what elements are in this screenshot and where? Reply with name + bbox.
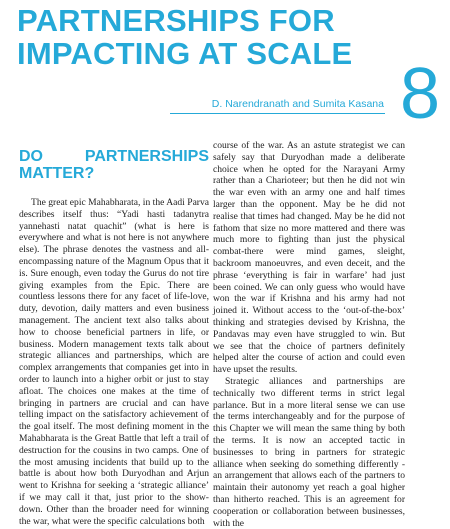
left-column	[19, 148, 209, 527]
body-paragraph: Strategic alliances and partnerships are technically two different terms in strict legal parlance. But in a more literal sense we can use the terms interchangeably and for the purpose of this Chapter we will mean the same thing by both the terms. It is now an accepted tactic in businesses to bring in partners for strategic alliance when seeking do something differently -an arrangement that allows each of the partners to maintain their autonomy yet reach a goal higher than hitherto reached. This is an agreement for cooperation or collaboration between businesses, with the	[213, 375, 405, 529]
chapter-title: PARTNERSHIPS FOR IMPACTING AT SCALE	[17, 3, 353, 71]
chapter-number: 8	[399, 54, 440, 134]
section-heading: DO PARTNERSHIPS MATTER?	[19, 148, 209, 182]
author-divider	[170, 113, 385, 114]
body-paragraph: The great epic Mahabharata, in the Aadi Parva describes itself thus: “Yadi hasti tadanytra yannehasti natat quachit” (what is here is everywhere and what is not here is not anywhere else). The phrase denotes the vastness and all-encompassing nature of the Magnum Opus that it is. Sure enough, even today the Gurus do not tire giving examples from the Epic. There are countless lessons there for any facet of life-love, duty, devotion, daily matters and even business management. The ancient text also talks about how to choose beneficial partners in life, or business. Modern management texts talk about strategic alliances and partnerships, which are complex arrangements that companies get into in order to launch into a higher orbit or just to stay afloat. The choices one makes at the time of bringing in partners are crucial and can have telling impact on the satisfactory achievement of the goal itself. The most defining moment in the Mahabharata is the Great Battle that left a trail of destruction for the cousins in two camps. One of the most amusing incidents that build up to the battle is about how both Duryodhan and Arjun went to Krishna for seeking a ‘strategic alliance’ if we may call it that, just prior to the show-down. Other than the broader need for winning the war, what were the specific calculations both	[19, 197, 209, 527]
chapter-authors: D. Narendranath and Sumita Kasana	[211, 98, 384, 110]
right-column	[213, 140, 405, 529]
body-paragraph: course of the war. As an astute strategist we can safely say that Duryodhan made a deliberate choice when he opted for the Narayani Army rather than a Charioteer; but then he did not win the war even with an army one and half times larger than the opponent. May be he did not realise that times had changed. May be he did not fathom that size no more mattered and there was much more to fighting than just the physical combat-there were mind games, sleight, backroom manoeuvres, and even deceit, and the phrase ‘everything is fair in warfare’ had just been coined. We can only guess who would have won the war if Krishna and his army had not joined it. Without access to the ‘out-of-the-box’ thinking and strategies devised by Krishna, the Pandavas may even have struggled to win. But we see that the choice of partners definitely helped alter the course of action and could even have upset the results.	[213, 140, 405, 376]
